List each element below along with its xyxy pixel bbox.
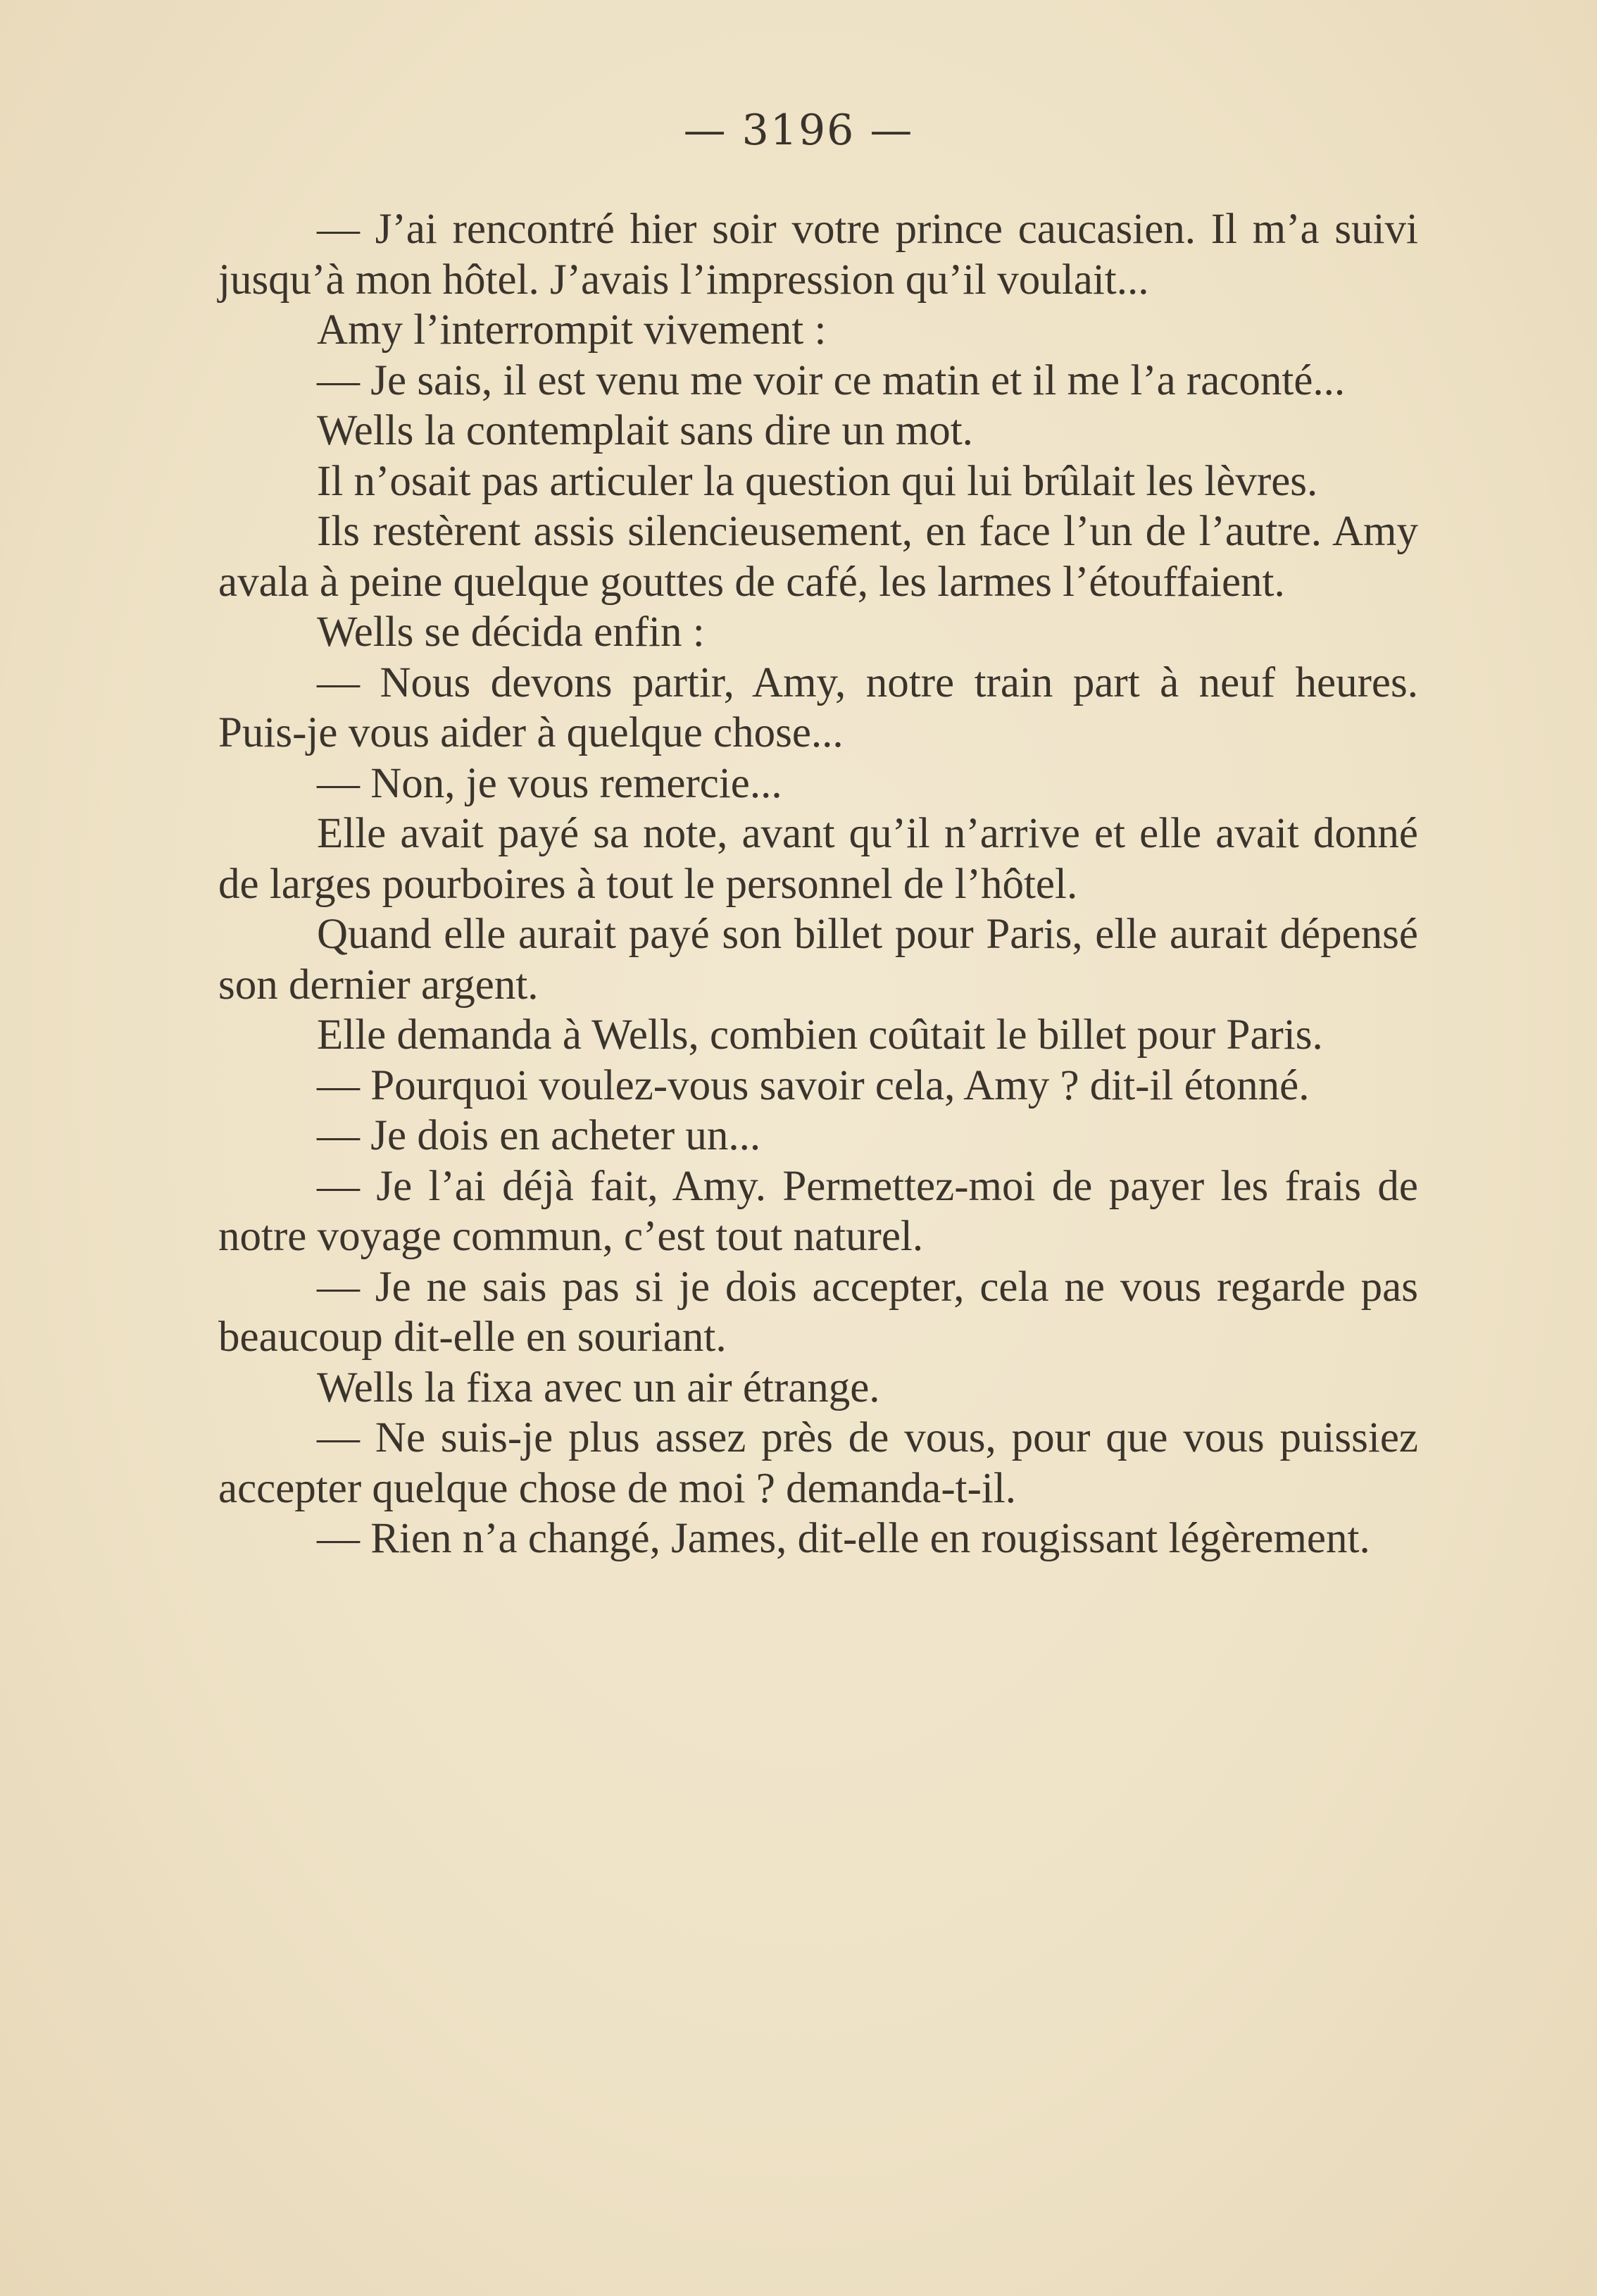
paragraph: — J’ai rencontré hier soir votre prince caucasien. Il m’a suivi jusqu’à mon hôtel. J’avais l’impression qu’il voulait... bbox=[218, 206, 1418, 304]
paragraph: Elle avait payé sa note, avant qu’il n’arrive et elle avait donné de larges pourboires à tout le personnel de l’hôtel. bbox=[218, 810, 1418, 908]
body-text bbox=[218, 204, 1418, 1564]
paragraph: Wells la fixa avec un air étrange. bbox=[317, 1364, 880, 1411]
paragraph: — Je l’ai déjà fait, Amy. Permettez-moi de payer les frais de notre voyage commun, c’est tout naturel. bbox=[218, 1162, 1418, 1260]
paragraph: Elle demanda à Wells, combien coûtait le billet pour Paris. bbox=[317, 1011, 1323, 1059]
paragraph: Ils restèrent assis silencieusement, en face l’un de l’autre. Amy avala à peine quelque gouttes de café, les larmes l’étouffaient. bbox=[218, 508, 1418, 606]
paragraph: — Rien n’a changé, James, dit-elle en rougissant légèrement. bbox=[317, 1515, 1370, 1562]
paragraph: — Ne suis-je plus assez près de vous, pour que vous puissiez accepter quelque chose de moi ? demanda-t-il. bbox=[218, 1414, 1418, 1512]
paragraph: Amy l’interrompit vivement : bbox=[317, 306, 827, 354]
paragraph: — Nous devons partir, Amy, notre train part à neuf heures. Puis-je vous aider à quelque chose... bbox=[218, 659, 1418, 756]
paragraph: — Je sais, il est venu me voir ce matin et il me l’a raconté... bbox=[317, 356, 1346, 404]
paragraph: — Non, je vous remercie... bbox=[317, 759, 782, 807]
paragraph: Il n’osait pas articuler la question qui lui brûlait les lèvres. bbox=[317, 457, 1318, 505]
paragraph: — Pourquoi voulez-vous savoir cela, Amy ? dit-il étonné. bbox=[317, 1061, 1310, 1109]
paragraph: — Je dois en acheter un... bbox=[317, 1112, 761, 1159]
paragraph: Wells se décida enfin : bbox=[317, 609, 705, 656]
paragraph: Quand elle aurait payé son billet pour Paris, elle aurait dépensé son dernier argent. bbox=[218, 911, 1418, 1009]
paragraph: — Je ne sais pas si je dois accepter, cela ne vous regarde pas beaucoup dit-elle en souriant. bbox=[218, 1263, 1418, 1361]
page-number: — 3196 — bbox=[683, 106, 914, 155]
paragraph: Wells la contemplait sans dire un mot. bbox=[317, 407, 973, 454]
